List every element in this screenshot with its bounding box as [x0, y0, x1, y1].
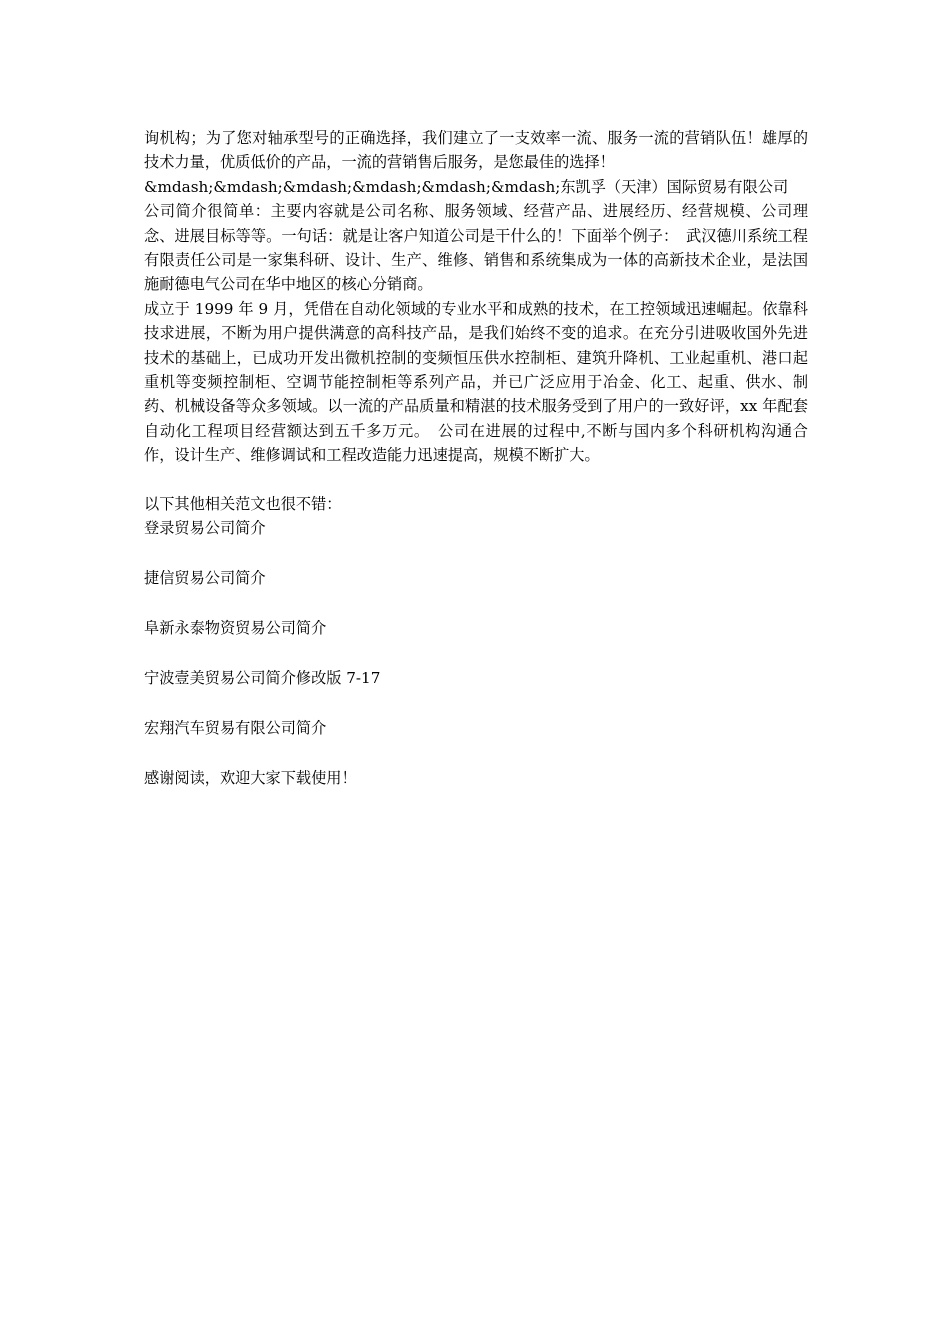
paragraph-company-signature: &mdash;&mdash;&mdash;&mdash;&mdash;&mdash;东凯孚（天津）国际贸易有限公司	[144, 177, 789, 196]
spacer	[144, 541, 808, 567]
document-body	[144, 126, 808, 791]
spacer	[144, 641, 808, 667]
related-link-5[interactable]: 宏翔汽车贸易有限公司简介	[144, 719, 327, 738]
related-heading: 以下其他相关范文也很不错：	[144, 495, 342, 514]
closing-text: 感谢阅读，欢迎大家下载使用！	[144, 769, 357, 788]
spacer	[144, 691, 808, 717]
spacer	[144, 468, 808, 492]
paragraph-company-profile-intro: 公司简介很简单：主要内容就是公司名称、服务领域、经营产品、进展经历、经营规模、公司理念、进展目标等等。一句话：就是让客户知道公司是干什么的！下面举个例子： 武汉德川系统工程有限责任公司是一家集科研、设计、生产、维修、销售和系统集成为一体的高新技术企业，是法国施耐德电气公司在华中地区的核心分销商。	[144, 202, 808, 294]
spacer	[144, 591, 808, 617]
related-link-3[interactable]: 阜新永泰物资贸易公司简介	[144, 619, 327, 638]
paragraph-company-history: 成立于 1999 年 9 月，凭借在自动化领域的专业水平和成熟的技术，在工控领域迅速崛起。依靠科技求进展，不断为用户提供满意的高科技产品，是我们始终不变的追求。在充分引进吸收国外先进技术的基础上，已成功开发出微机控制的变频恒压供水控制柜、建筑升降机、工业起重机、港口起重机等变频控制柜、空调节能控制柜等系列产品，并已广泛应用于冶金、化工、起重、供水、制药、机械设备等众多领域。以一流的产品质量和精湛的技术服务受到了用户的一致好评，xx 年配套自动化工程项目经营额达到五千多万元。 公司在进展的过程中,不断与国内多个科研机构沟通合作，设计生产、维修调试和工程改造能力迅速提高，规模不断扩大。	[144, 299, 808, 465]
related-link-1[interactable]: 登录贸易公司简介	[144, 519, 266, 538]
spacer	[144, 741, 808, 767]
related-link-4[interactable]: 宁波壹美贸易公司简介修改版 7-17	[144, 669, 381, 688]
paragraph-sales-intro: 询机构；为了您对轴承型号的正确选择，我们建立了一支效率一流、服务一流的营销队伍！雄厚的技术力量，优质低价的产品，一流的营销售后服务，是您最佳的选择！	[144, 129, 808, 172]
related-link-2[interactable]: 捷信贸易公司简介	[144, 569, 266, 588]
